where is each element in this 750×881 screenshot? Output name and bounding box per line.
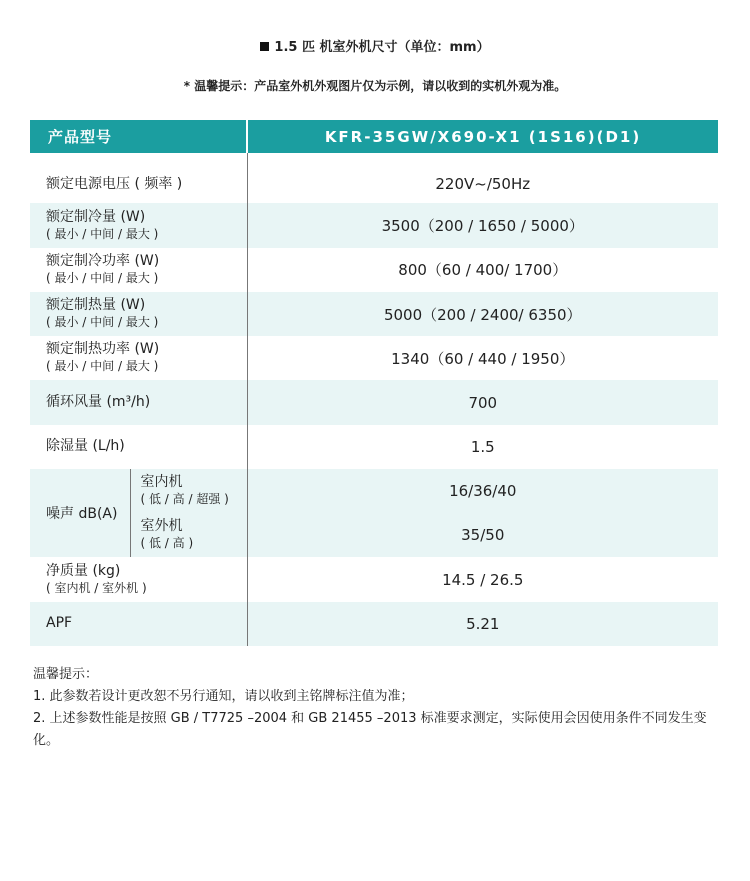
row-label: 除湿量 (L/h) [30,425,247,469]
header-label: 产品型号 [30,120,247,153]
row-label: 额定制冷量 (W) ( 最小 / 中间 / 最大 ) [30,203,247,247]
page-title [0,36,750,55]
notes [33,664,723,752]
row-label: 循环风量 (m³/h) [30,380,247,424]
noise-row-indoor [30,469,718,513]
note-item: 1. 此参数若设计更改恕不另行通知，请以收到主铭牌标注值为准； [33,689,414,704]
notice-text: * 温馨提示：产品室外机外观图片仅为示例，请以收到的实机外观为准。 [183,79,567,93]
row-value: 700 [247,380,718,424]
spec-table [30,120,718,646]
notes-heading: 温馨提示： [33,667,99,682]
row-label: 额定制热功率 (W) ( 最小 / 中间 / 最大 ) [30,336,247,380]
noise-outdoor-label: 室外机 ( 低 / 高 ) [130,513,247,557]
table-row [30,165,718,203]
noise-indoor-label: 室内机 ( 低 / 高 / 超强 ) [130,469,247,513]
table-row [30,203,718,247]
row-label: APF [30,602,247,646]
row-label: 额定制热量 (W) ( 最小 / 中间 / 最大 ) [30,292,247,336]
header-model: KFR-35GW/X690-X1 (1S16)(D1) [247,120,718,153]
noise-row-outdoor [30,513,718,557]
table-row [30,425,718,469]
row-value: 3500（200 / 1650 / 5000） [247,203,718,247]
row-label: 额定制冷功率 (W) ( 最小 / 中间 / 最大 ) [30,248,247,292]
title-text: 1.5 匹 机室外机尺寸（单位：mm） [274,40,490,55]
row-value: 5.21 [247,602,718,646]
table-row [30,557,718,601]
table-row [30,380,718,424]
table-row [30,336,718,380]
row-value: 5000（200 / 2400/ 6350） [247,292,718,336]
row-value: 220V~/50Hz [247,165,718,203]
row-value: 14.5 / 26.5 [247,557,718,601]
noise-outdoor-value: 35/50 [247,513,718,557]
table-row [30,248,718,292]
square-bullet-icon [260,42,269,51]
table-header [30,120,718,153]
row-value: 1.5 [247,425,718,469]
row-label: 额定电源电压 ( 频率 ) [30,165,247,203]
row-value: 1340（60 / 440 / 1950） [247,336,718,380]
table-row [30,292,718,336]
row-label: 净质量 (kg) ( 室内机 / 室外机 ) [30,557,247,601]
noise-label: 噪声 dB(A) [30,469,130,558]
table-row [30,602,718,646]
note-item: 2. 上述参数性能是按照 GB / T7725 –2004 和 GB 21455 –2013 标准要求测定，实际使用会因使用条件不同发生变化。 [33,711,707,748]
noise-indoor-value: 16/36/40 [247,469,718,513]
row-value: 800（60 / 400/ 1700） [247,248,718,292]
